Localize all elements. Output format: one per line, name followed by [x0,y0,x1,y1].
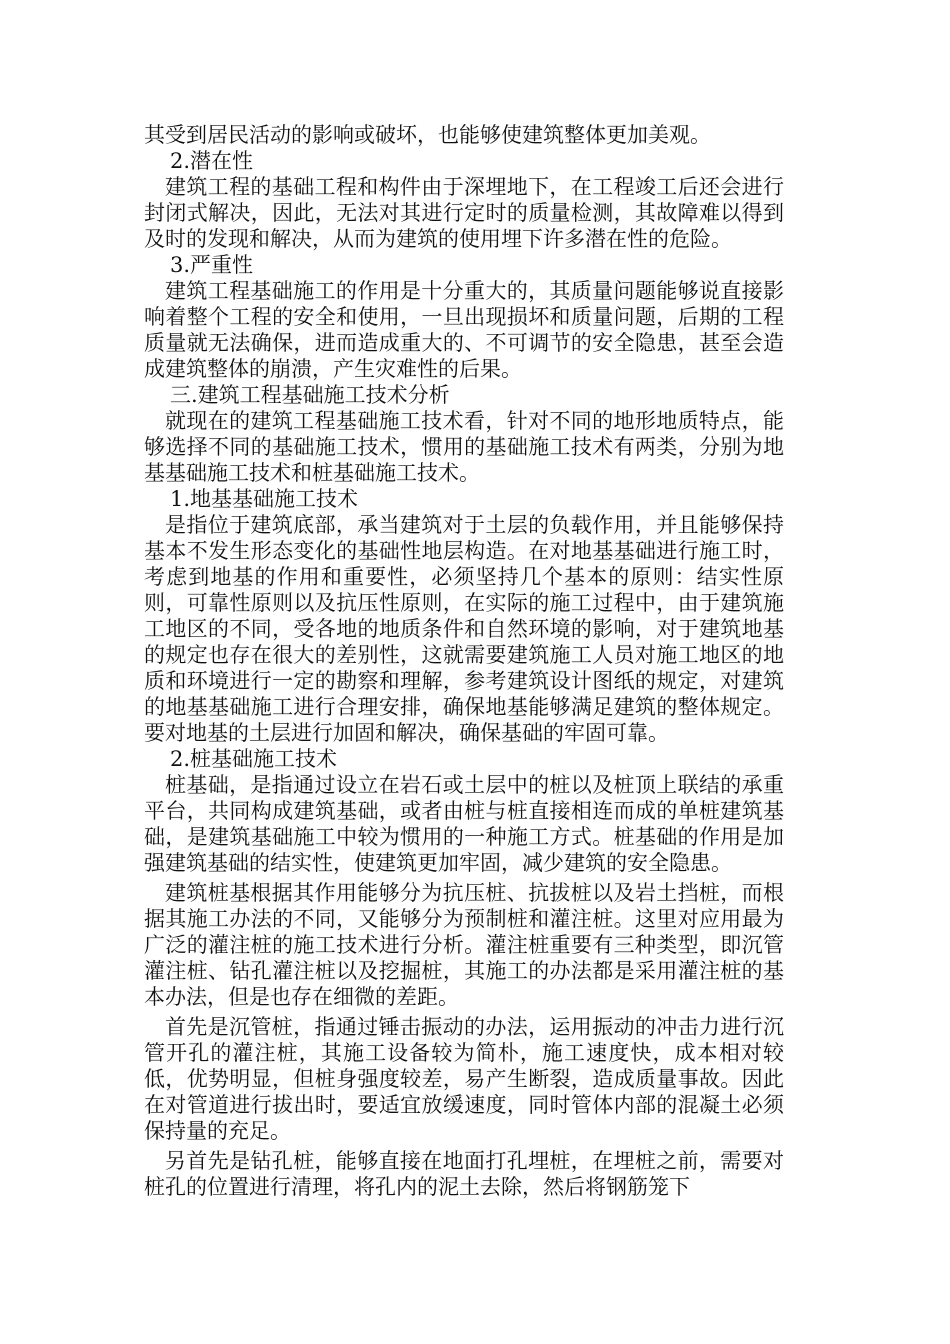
paragraph-latency: 建筑工程的基础工程和构件由于深埋地下，在工程竣工后还会进行封闭式解决，因此，无法对其进行定时的质量检测，其故障难以得到及时的发现和解决，从而为建筑的使用埋下许多潜在性的危险。 [144,175,784,251]
paragraph-pile-types: 建筑桩基根据其作用能够分为抗压桩、抗拔桩以及岩土挡桩，而根据其施工办法的不同，又能够分为预制桩和灌注桩。这里对应用最为广泛的灌注桩的施工技术进行分析。灌注桩重要有三种类型，即沉管灌注桩、钻孔灌注桩以及挖掘桩，其施工的办法都是采用灌注桩的基本办法，但是也存在细微的差距。 [144,881,784,1009]
heading-pile-technique: 2.桩基础施工技术 [170,747,338,771]
paragraph-pile-definition: 桩基础，是指通过设立在岩石或土层中的桩以及桩顶上联结的承重平台，共同构成建筑基础，或者由桩与桩直接相连而成的单桩建筑基础，是建筑基础施工中较为惯用的一种施工方式。桩基础的作用是加强建筑基础的结实性，使建筑更加牢固，减少建筑的安全隐患。 [144,773,784,875]
heading-severity: 3.严重性 [170,253,254,277]
paragraph-bored-pile: 另首先是钻孔桩，能够直接在地面打孔埋桩，在埋桩之前，需要对桩孔的位置进行清理，将孔内的泥土去除，然后将钢筋笼下 [144,1149,784,1199]
paragraph-intro-continued: 其受到居民活动的影响或破坏，也能够使建筑整体更加美观。 [144,123,711,147]
document-page [144,122,784,1200]
paragraph-severity: 建筑工程基础施工的作用是十分重大的，其质量问题能够说直接影响着整个工程的安全和使用，一旦出现损坏和质量问题，后期的工程质量就无法确保，进而造成重大的、不可调节的安全隐患，甚至会造成建筑整体的崩溃，产生灾难性的后果。 [144,279,784,381]
heading-latency: 2.潜在性 [170,149,254,173]
paragraph-section-3: 就现在的建筑工程基础施工技术看，针对不同的地形地质特点，能够选择不同的基础施工技术，惯用的基础施工技术有两类，分别为地基基础施工技术和桩基础施工技术。 [144,409,784,485]
heading-section-3: 三.建筑工程基础施工技术分析 [170,383,450,407]
paragraph-sunk-pile: 首先是沉管桩，指通过锤击振动的办法，运用振动的冲击力进行沉管开孔的灌注桩，其施工设备较为简朴，施工速度快，成本相对较低，优势明显，但桩身强度较差，易产生断裂，造成质量事故。因此在对管道进行拔出时，要适宜放缓速度，同时管体内部的混凝土必须保持量的充足。 [144,1015,784,1143]
heading-foundation-technique: 1.地基基础施工技术 [170,487,359,511]
paragraph-foundation-technique: 是指位于建筑底部，承当建筑对于土层的负载作用，并且能够保持基本不发生形态变化的基础性地层构造。在对地基基础进行施工时，考虑到地基的作用和重要性，必须坚持几个基本的原则：结实性原则，可靠性原则以及抗压性原则，在实际的施工过程中，由于建筑施工地区的不同，受各地的地质条件和自然环境的影响，对于建筑地基的规定也存在很大的差别性，这就需要建筑施工人员对施工地区的地质和环境进行一定的勘察和理解，参考建筑设计图纸的规定，对建筑的地基基础施工进行合理安排，确保地基能够满足建筑的整体规定。要对地基的土层进行加固和解决，确保基础的牢固可靠。 [144,513,784,745]
